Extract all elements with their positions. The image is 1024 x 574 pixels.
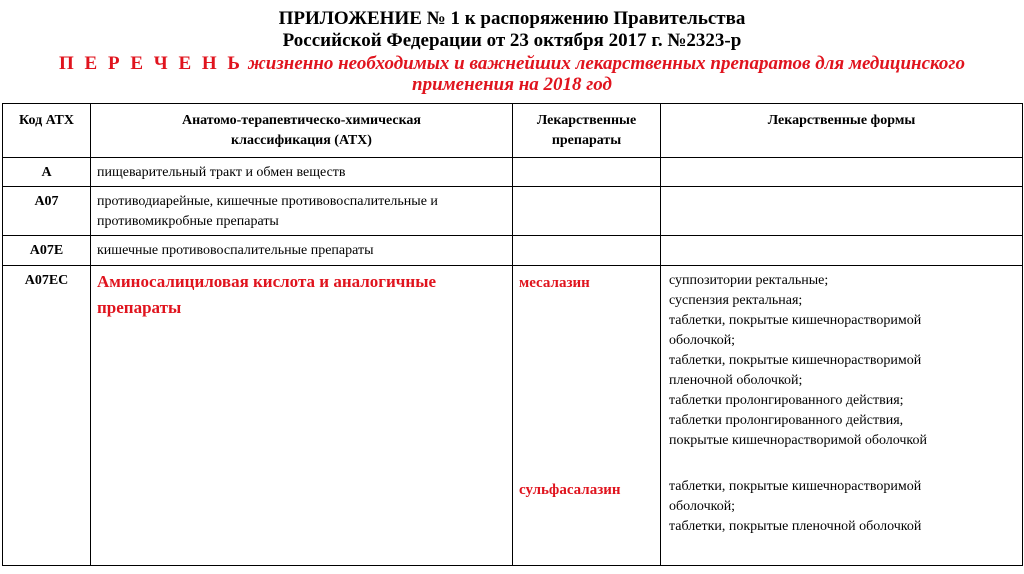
column-header-classification: Анатомо-терапевтическо-химическая классификация (АТХ) — [91, 104, 513, 158]
drugs-cell — [513, 236, 661, 266]
dosage-form-line: таблетки, покрытые пленочной оболочкой — [669, 519, 922, 534]
column-header-drugs: Лекарственные препараты — [513, 104, 661, 158]
appendix-title: ПРИЛОЖЕНИЕ № 1 к распоряжению Правительства — [278, 8, 746, 29]
dosage-form-line: таблетки, покрытые кишечнорастворимой — [669, 313, 922, 328]
dosage-form-line: таблетки пролонгированного действия, — [669, 413, 904, 428]
dosage-form-line: покрытые кишечнорастворимой оболочкой — [669, 433, 928, 448]
list-title-rest-2: применения на 2018 год — [412, 74, 612, 95]
dosage-forms-mesalazine — [669, 271, 1018, 451]
list-title-rest-1: жизненно необходимых и важнейших лекарственных препаратов для медицинского — [242, 53, 965, 74]
drug-name-sulfasalazine: сульфасалазин — [519, 482, 621, 498]
atc-classification: противодиарейные, кишечные противовоспалительные и противомикробные препараты — [91, 187, 513, 236]
dosage-form-line: таблетки, покрытые кишечнорастворимой — [669, 479, 922, 494]
table-header-row — [3, 104, 1023, 158]
column-header-forms: Лекарственные формы — [661, 104, 1023, 158]
forms-cell — [661, 236, 1023, 266]
forms-cell — [661, 187, 1023, 236]
column-header-code: Код АТХ — [3, 104, 91, 158]
atc-code: А07 — [3, 187, 91, 236]
dosage-form-line: таблетки пролонгированного действия; — [669, 393, 904, 408]
forms-cell — [661, 158, 1023, 187]
decree-reference: Российской Федерации от 23 октября 2017 г. №2323-р — [282, 30, 742, 51]
drug-name-mesalazine: месалазин — [519, 275, 590, 291]
atc-code: А — [3, 158, 91, 187]
atc-classification: кишечные противовоспалительные препараты — [91, 236, 513, 266]
drugs-cell — [513, 158, 661, 187]
table-row — [3, 187, 1023, 236]
drugs-cell — [513, 187, 661, 236]
table-row — [3, 236, 1023, 266]
atc-classification: пищеварительный тракт и обмен веществ — [91, 158, 513, 187]
list-title — [0, 53, 1024, 95]
atc-code: А07ЕС — [3, 266, 91, 566]
dosage-form-line: таблетки, покрытые кишечнорастворимой — [669, 353, 922, 368]
drug-table — [2, 103, 1023, 566]
dosage-form-line: суспензия ректальная; — [669, 293, 803, 308]
table-row — [3, 266, 1023, 566]
document-header — [0, 8, 1024, 95]
dosage-forms-sulfasalazine — [669, 477, 1018, 537]
list-word: П Е Р Е Ч Е Н Ь — [59, 53, 243, 74]
atc-code: А07Е — [3, 236, 91, 266]
atc-classification: Аминосалициловая кислота и аналогичные препараты — [91, 266, 513, 566]
dosage-form-line: оболочкой; — [669, 499, 736, 514]
dosage-form-line: суппозитории ректальные; — [669, 273, 829, 288]
drugs-cell — [513, 266, 661, 566]
dosage-form-line: оболочкой; — [669, 333, 736, 348]
forms-cell — [661, 266, 1023, 566]
dosage-form-line: пленочной оболочкой; — [669, 373, 803, 388]
table-row — [3, 158, 1023, 187]
